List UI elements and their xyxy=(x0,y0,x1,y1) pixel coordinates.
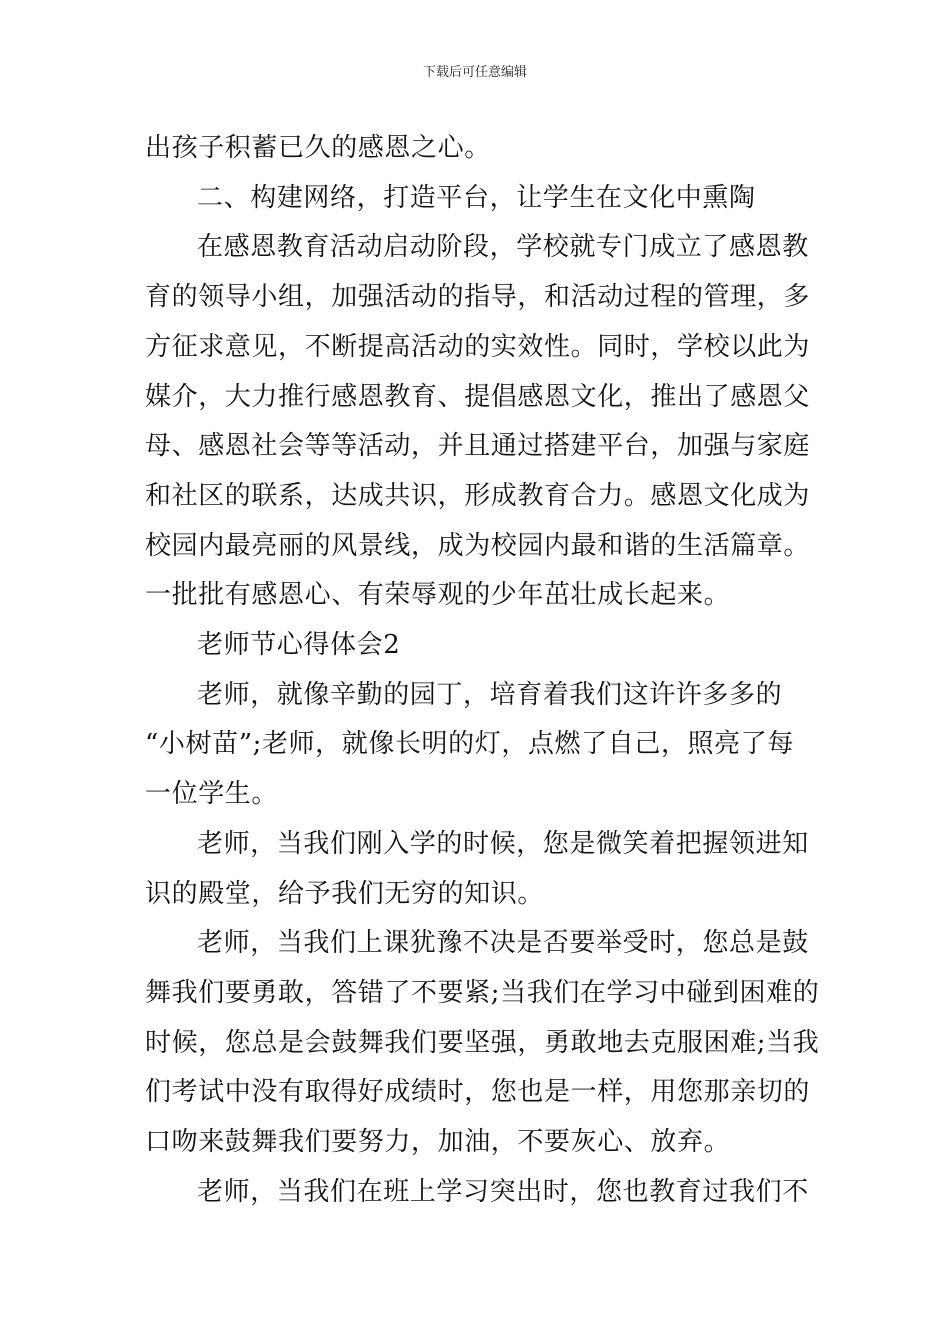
text-line: 老师，当我们在班上学习突出时，您也教育过我们不 xyxy=(197,1176,809,1207)
text-line: 时候，您总是会鼓舞我们要坚强，勇敢地去克服困难;当我 xyxy=(145,1027,820,1058)
text-line: 二、构建网络，打造平台，让学生在文化中熏陶 xyxy=(197,182,756,213)
text-line: 识的殿堂，给予我们无穷的知识。 xyxy=(145,878,545,909)
paragraph xyxy=(145,919,820,1168)
text-line: 媒介，大力推行感恩教育、提倡感恩文化，推出了感恩父 xyxy=(145,381,811,412)
text-line: 出孩子积蓄已久的感恩之心。 xyxy=(145,133,491,163)
text-line: 们考试中没有取得好成绩时，您也是一样，用您那亲切的 xyxy=(145,1077,811,1108)
paragraph xyxy=(145,671,807,820)
text-line: 校园内最亮丽的风景线，成为校园内最和谐的生活篇章。 xyxy=(145,530,811,561)
section-heading xyxy=(145,174,807,224)
text-line: 一位学生。 xyxy=(145,779,279,810)
text-line: 老师，就像辛勤的园丁，培育着我们这许许多多的 xyxy=(197,679,783,710)
text-line: 老师节心得体会2 xyxy=(197,630,401,661)
text-line: 育的领导小组，加强活动的指导，和活动过程的管理，多 xyxy=(145,282,811,313)
text-line: 一批批有感恩心、有荣辱观的少年茁壮成长起来。 xyxy=(145,580,731,611)
page-header: 下载后可任意编辑 xyxy=(422,65,527,80)
paragraph xyxy=(145,124,807,174)
text-line: 老师，当我们上课犹豫不决是否要举受时，您总是鼓 xyxy=(197,928,809,959)
paragraph xyxy=(145,1168,807,1218)
section-heading xyxy=(145,621,807,671)
text-line: 方征求意见，不断提高活动的实效性。同时，学校以此为 xyxy=(145,331,811,362)
paragraph xyxy=(145,223,811,621)
text-line: 老师，当我们刚入学的时候，您是微笑着把握领进知 xyxy=(197,828,809,859)
text-line: 在感恩教育活动启动阶段，学校就专门成立了感恩教 xyxy=(197,232,809,263)
text-line: “小树苗”;老师，就像长明的灯，点燃了自己，照亮了每 xyxy=(145,729,794,760)
text-line: 舞我们要勇敢，答错了不要紧;当我们在学习中碰到困难的 xyxy=(145,977,820,1008)
text-line: 母、感恩社会等等活动，并且通过搭建平台，加强与家庭 xyxy=(145,431,811,462)
document-body xyxy=(145,124,820,1217)
text-line: 和社区的联系，达成共识，形成教育合力。感恩文化成为 xyxy=(145,480,811,511)
paragraph xyxy=(145,820,807,919)
text-line: 口吻来鼓舞我们要努力，加油，不要灰心、放弃。 xyxy=(145,1127,731,1158)
